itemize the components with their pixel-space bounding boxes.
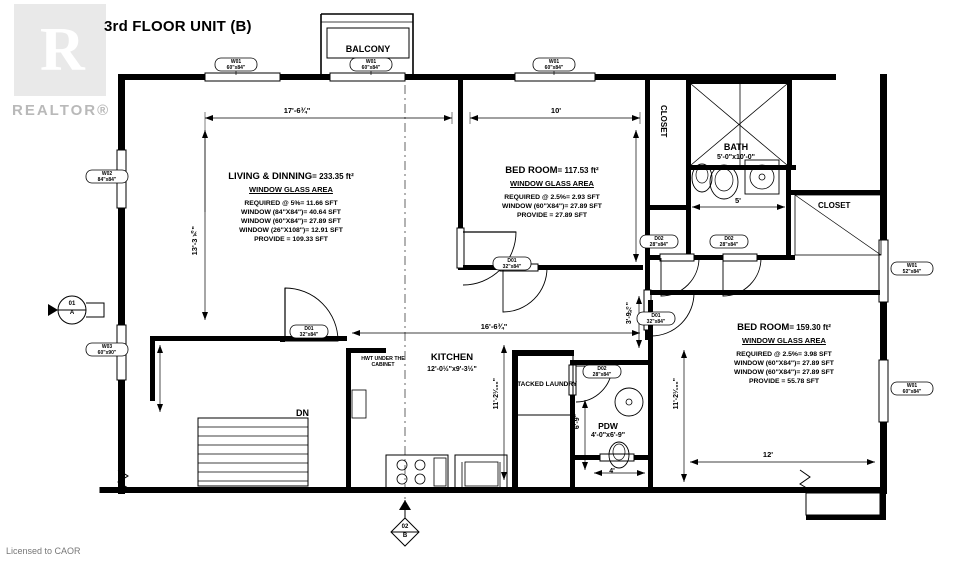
bed1-spec-1: WINDOW (60"X84")= 27.89 SFT: [502, 203, 602, 210]
window-glass-area-living: WINDOW GLASS AREA: [249, 185, 333, 194]
window-tag-w01-right-upper: [903, 263, 922, 275]
tag-size: 32"x84": [646, 319, 666, 325]
tag-code: W01: [230, 59, 242, 65]
tag-code: D01: [304, 326, 314, 332]
living-spec-3: WINDOW (26"X108")= 12.91 SFT: [239, 227, 343, 234]
hwt-label: HWT UNDER THE CABINET: [361, 356, 405, 368]
dim-living-width: 17'-6¾": [283, 106, 311, 115]
realtor-wordmark: REALTOR®: [12, 102, 111, 119]
tag-size: 52"x84": [902, 269, 922, 275]
license-text: Licensed to CAOR: [6, 546, 81, 556]
bed2-spec-0: REQUIRED @ 2.5%= 3.98 SFT: [736, 351, 832, 358]
room-label-kitchen: KITCHEN: [430, 352, 474, 363]
room-label-living: LIVING & DINNING: [228, 171, 313, 182]
window-glass-area-bedroom-2: WINDOW GLASS AREA: [742, 336, 826, 345]
tag-size: 60"x90": [97, 350, 117, 356]
section-marker-bottom: [402, 523, 409, 541]
tag-code: W02: [101, 171, 113, 177]
dim-bed1-width: 10': [550, 106, 562, 115]
window-tag-w03-left: [98, 344, 117, 356]
bed2-spec-1: WINDOW (60"X84")= 27.89 SFT: [734, 360, 834, 367]
window-tag-w01-right-lower: [903, 383, 922, 395]
dim-pdw-v: 6'-9": [574, 414, 581, 430]
room-label-bedroom-2: BED ROOM: [737, 322, 790, 333]
dim-bed2-v-left: 3'-9⅜": [626, 302, 633, 325]
marker-bottom-text: A: [69, 310, 75, 316]
window-glass-area-bedroom-1: WINDOW GLASS AREA: [510, 179, 594, 188]
door-tag-d02-pdw: [593, 366, 612, 378]
bed1-spec-2: PROVIDE = 27.89 SFT: [516, 212, 588, 219]
room-label-laundry: [513, 380, 577, 389]
tag-size: 60"x84": [544, 65, 564, 71]
tag-size: 60"x84": [902, 389, 922, 395]
room-bedroom-2: [734, 317, 834, 386]
bed1-spec-0: REQUIRED @ 2.5%= 2.93 SFT: [504, 194, 600, 201]
window-tag-w02-left: [98, 171, 117, 183]
window-tag-w01-top-mid: [362, 59, 381, 71]
door-tag-d02-bath-left: [650, 236, 669, 248]
tag-size: 32"x84": [502, 264, 522, 270]
room-bedroom-1: [502, 160, 602, 220]
room-label-pdw: PDW: [598, 421, 618, 431]
realtor-watermark: R REALTOR®: [8, 4, 113, 129]
room-label-closet-top: CLOSET: [659, 105, 668, 138]
dim-bed1-height: 10': [643, 170, 652, 181]
room-area-bedroom-1: = 117.53 ft²: [557, 166, 599, 175]
tag-code: W01: [548, 59, 560, 65]
room-size-bath: 5'-0"x10'-0": [717, 154, 755, 161]
living-spec-4: PROVIDE = 109.33 SFT: [254, 236, 328, 243]
marker-top-text: 01: [68, 301, 76, 307]
dim-pdw-h: 4': [609, 468, 615, 475]
room-label-balcony: BALCONY: [345, 44, 391, 54]
tag-code: D01: [507, 258, 517, 264]
section-marker-left: [69, 300, 76, 318]
door-tag-d01-bed2: [647, 313, 666, 325]
bed2-spec-3: PROVIDE = 55.78 SFT: [748, 378, 820, 385]
tag-size: 84"x84": [97, 177, 117, 183]
tag-code: W03: [101, 344, 113, 350]
marker-top-text: 02: [401, 524, 409, 530]
tag-code: D02: [597, 366, 607, 372]
room-area-living: = 233.35 ft²: [312, 172, 354, 181]
window-tag-w01-top-right: [545, 59, 564, 71]
tag-size: 60"x84": [361, 65, 381, 71]
stairs-label-dn: DN: [296, 408, 309, 418]
window-tag-w01-top-left: [227, 59, 246, 71]
tag-code: W01: [906, 383, 918, 389]
door-tag-d01-living: [300, 326, 319, 338]
dim-kitchen-left-v: 4': [148, 370, 157, 376]
laundry-text: STACKED LAUNDRY: [512, 381, 578, 388]
tag-size: 28"x84": [592, 372, 612, 378]
door-tag-d01-bed1: [503, 258, 522, 270]
dim-bed2-v-right: 11'-2¹⁄₁₀₀": [673, 378, 680, 410]
door-tag-d02-bath-right: [720, 236, 739, 248]
marker-bottom-text: B: [402, 533, 408, 539]
bed2-spec-2: WINDOW (60"X84")= 27.89 SFT: [734, 369, 834, 376]
room-label-bedroom-1: BED ROOM: [505, 165, 558, 176]
tag-code: D01: [651, 313, 661, 319]
room-area-bedroom-2: = 159.30 ft²: [789, 323, 831, 332]
living-spec-0: REQUIRED @ 5%= 11.66 SFT: [244, 200, 338, 207]
room-size-kitchen: 12'-0½"x9'-3½": [427, 366, 477, 373]
page-title: 3rd FLOOR UNIT (B): [104, 18, 252, 35]
tag-code: D02: [724, 236, 734, 242]
room-size-pdw: 4'-0"x6'-9": [590, 432, 626, 439]
tag-code: W01: [906, 263, 918, 269]
tag-size: 60"x84": [226, 65, 246, 71]
living-spec-2: WINDOW (60"X84")= 27.89 SFT: [241, 218, 341, 225]
dim-bottom-right: 12': [762, 450, 774, 459]
living-spec-1: WINDOW (84"X84")= 40.64 SFT: [241, 209, 341, 216]
dim-kitchen-v: 11'-2¹⁄₁₀₀": [493, 378, 500, 410]
dim-kitchen-width: 16'-6¾": [480, 322, 508, 331]
tag-size: 28"x84": [649, 242, 669, 248]
tag-code: W01: [365, 59, 377, 65]
dim-bath-width: 5': [735, 196, 741, 205]
dim-living-height: 13'-3⅞": [190, 226, 199, 256]
room-label-closet-right: CLOSET: [818, 201, 851, 210]
room-living: [228, 166, 354, 244]
tag-size: 28"x84": [719, 242, 739, 248]
room-label-bath: BATH: [723, 142, 749, 152]
tag-size: 32"x84": [299, 332, 319, 338]
tag-code: D02: [654, 236, 664, 242]
